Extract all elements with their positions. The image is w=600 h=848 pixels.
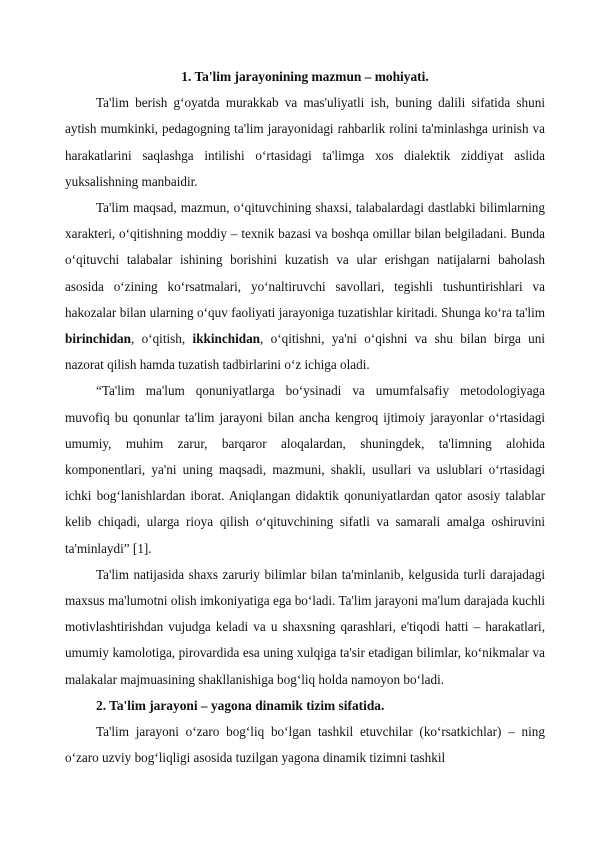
section-heading-1: 1. Ta'lim jarayonining mazmun – mohiyati.: [181, 69, 429, 84]
paragraph-4: Ta'lim natijasida shaxs zaruriy bilimlar bilan ta'minlanib, kelgusida turli darajadagi maxsus ma'lumotni olish imkoniyatiga ega bo‘ladi. Ta'lim jarayoni ma'lum darajada kuchli motivlashtirishdan vujudga keladi va u shaxsning qarashlari, e'tiqodi hatti – harakatlari, umumiy kamolotiga, pirovardida esa uning xulqiga ta'sir etadigan bilimlar, ko‘nikmalar va malakalar majmuasining shakllanishiga bog‘liq holda namoyon bo‘ladi.: [65, 566, 545, 687]
bold-term-birinchidan: birinchidan: [65, 331, 131, 347]
section-heading-2: 2. Ta'lim jarayoni – yagona dinamik tizim sifatida.: [96, 697, 385, 713]
paragraph-2-text-c: , o‘qitishni, ya'ni o‘qishni va shu bilan birga uni nazorat qilish hamda tuzatish tadbirlarini o‘z ichiga oladi.: [65, 331, 545, 373]
paragraph-2: [65, 195, 545, 378]
paragraph-5: Ta'lim jarayoni o‘zaro bog‘liq bo‘lgan tashkil etuvchilar (ko‘rsatkichlar) – ning o‘zaro uzviy bog‘liqligi asosida tuzilgan yagona dinamik tizimni tashkil: [65, 724, 545, 766]
bold-term-ikkinchidan: ikkinchidan: [192, 331, 260, 347]
document-body: [65, 64, 545, 771]
paragraph-3-quote: “Ta'lim ma'lum qonuniyatlarga bo‘ysinadi va umumfalsafiy metodologiyaga muvofiq bu qonunlar ta'lim jarayoni bilan ancha kengroq ijtimoiy jarayonlar o‘rtasidagi umumiy, muhim zarur, barqaror aloqalardan, shuningdek, ta'limning alohida komponentlari, ya'ni uning maqsadi, mazmuni, shakli, usullari va uslublari o‘rtasidagi ichki bog‘lanishlardan iborat. Aniqlangan didaktik qonuniyatlardan qator asosiy talablar kelib chiqadi, ularga rioya qilish o‘qituvchining sifatli va samarali amalga oshiruvini ta'minlaydi” [1].: [65, 383, 545, 556]
paragraph-2-text-a: Ta'lim maqsad, mazmun, o‘qituvchining shaxsi, talabalardagi dastlabki bilimlarning xarakteri, o‘qitishning moddiy – texnik bazasi va boshqa omillar bilan belgiladani. Bunda o‘qituvchi talabalar ishining borishini kuzatish va ular erishgan natijalarni baholash asosida o‘zining ko‘rsatmalari, yo‘naltiruvchi savollari, tegishli tushuntirishlari va hakozalar bilan ularning o‘quv faoliyati jarayoniga tuzatishlar kiritadi. Shunga ko‘ra ta'lim: [65, 200, 545, 320]
paragraph-1: Ta'lim berish g‘oyatda murakkab va mas'uliyatli ish, buning dalili sifatida shuni aytish mumkinki, pedagogning ta'lim jarayonidagi rahbarlik rolini ta'minlashga urinish va harakatlarini saqlashga intilishi o‘rtasidagi ta'limga xos dialektik ziddiyat aslida yuksalishning manbaidir.: [65, 95, 545, 189]
paragraph-2-text-b: , o‘qitish,: [130, 331, 193, 347]
